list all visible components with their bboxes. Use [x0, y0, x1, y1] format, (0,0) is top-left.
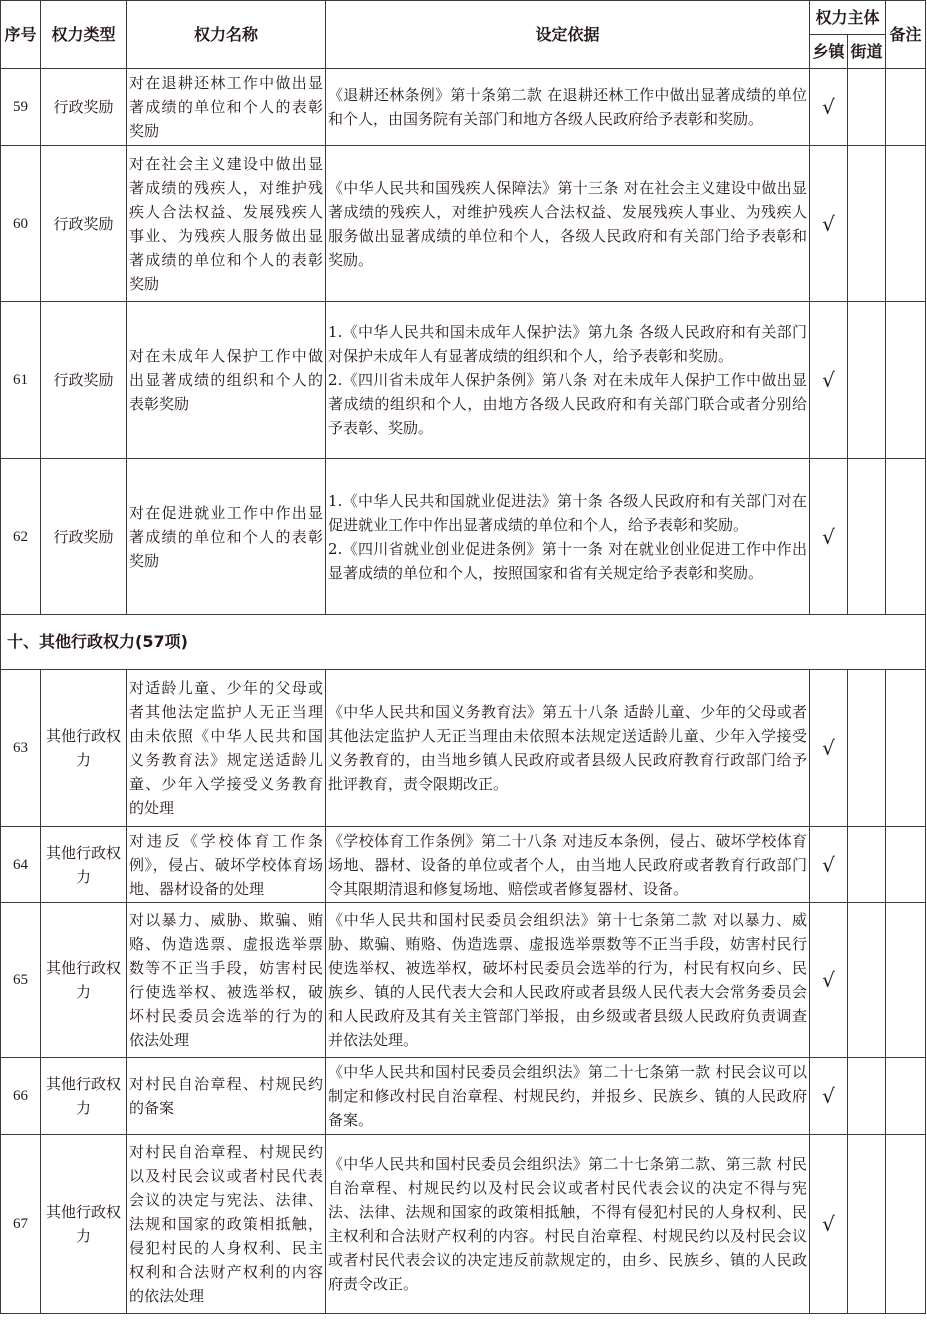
- header-street: 街道: [848, 35, 886, 69]
- remark-cell: [886, 827, 926, 903]
- row-type: 其他行政权力: [41, 827, 127, 903]
- remark-cell: [886, 1135, 926, 1314]
- row-name: 对在社会主义建设中做出显著成绩的残疾人，对维护残疾人合法权益、发展残疾人事业、为残疾人服务做出显著成绩的单位和个人的表彰奖励: [127, 146, 326, 302]
- row-basis: 《中华人民共和国村民委员会组织法》第十七条第二款 对以暴力、威胁、欺骗、贿赂、伪造选票、虚报选举票数等不正当手段，妨害村民行使选举权、被选举权，破坏村民委员会选举的行为，村民有权向乡、民族乡、镇的人民代表大会和人民政府或者县级人民代表大会常务委员会和人民政府及其有关主管部门举报，由乡级或者县级人民政府负责调查并依法处理。: [326, 903, 810, 1058]
- row-no: 61: [1, 302, 41, 459]
- row-no: 67: [1, 1135, 41, 1314]
- header-name: 权力名称: [127, 1, 326, 69]
- section-row: [1, 615, 926, 670]
- header-township: 乡镇: [810, 35, 848, 69]
- row-basis: 《学校体育工作条例》第二十八条 对违反本条例，侵占、破坏学校体育场地、器材、设备的单位或者个人，由当地人民政府或者教育行政部门令其限期清退和修复场地、赔偿或者修复器材、设备。: [326, 827, 810, 903]
- row-basis: [326, 302, 810, 459]
- table-row: [1, 146, 926, 302]
- row-no: 65: [1, 903, 41, 1058]
- township-check-mark: √: [810, 903, 848, 1058]
- street-cell: [848, 459, 886, 615]
- row-name: 对村民自治章程、村规民约的备案: [127, 1058, 326, 1135]
- row-basis: 《退耕还林条例》第十条第二款 在退耕还林工作中做出显著成绩的单位和个人，由国务院有关部门和地方各级人民政府给予表彰和奖励。: [326, 69, 810, 146]
- basis-item-1: 1.《中华人民共和国未成年人保护法》第九条 各级人民政府和有关部门对保护未成年人有显著成绩的组织和个人，给予表彰和奖励。: [328, 323, 807, 365]
- basis-item-2: 2.《四川省未成年人保护条例》第八条 对在未成年人保护工作中做出显著成绩的组织和个人，由地方各级人民政府和有关部门联合或者分别给予表彰、奖励。: [328, 371, 807, 437]
- remark-cell: [886, 146, 926, 302]
- table-row: [1, 1058, 926, 1135]
- table-row: [1, 459, 926, 615]
- township-check-mark: √: [810, 827, 848, 903]
- street-cell: [848, 302, 886, 459]
- row-basis: 《中华人民共和国义务教育法》第五十八条 适龄儿童、少年的父母或者其他法定监护人无正当理由未依照本法规定送适龄儿童、少年入学接受义务教育的，由当地乡镇人民政府或者县级人民政府教育行政部门给予批评教育，责令限期改正。: [326, 670, 810, 827]
- row-no: 64: [1, 827, 41, 903]
- street-cell: [848, 670, 886, 827]
- township-check-mark: √: [810, 670, 848, 827]
- remark-cell: [886, 670, 926, 827]
- table-row: [1, 1135, 926, 1314]
- row-basis: [326, 459, 810, 615]
- header-row-top: [1, 1, 926, 35]
- street-cell: [848, 1058, 886, 1135]
- header-no: 序号: [1, 1, 41, 69]
- township-check-mark: √: [810, 69, 848, 146]
- row-no: 60: [1, 146, 41, 302]
- row-name: 对违反《学校体育工作条例》，侵占、破坏学校体育场地、器材设备的处理: [127, 827, 326, 903]
- street-cell: [848, 903, 886, 1058]
- row-type: 其他行政权力: [41, 1135, 127, 1314]
- row-no: 66: [1, 1058, 41, 1135]
- street-cell: [848, 69, 886, 146]
- table-row: [1, 302, 926, 459]
- row-name: 对在退耕还林工作中做出显著成绩的单位和个人的表彰奖励: [127, 69, 326, 146]
- row-type: 其他行政权力: [41, 670, 127, 827]
- street-cell: [848, 1135, 886, 1314]
- township-check-mark: √: [810, 302, 848, 459]
- header-type: 权力类型: [41, 1, 127, 69]
- township-check-mark: √: [810, 146, 848, 302]
- township-check-mark: √: [810, 1058, 848, 1135]
- row-type: 行政奖励: [41, 302, 127, 459]
- section-title: 十、其他行政权力(57项): [1, 615, 926, 670]
- row-basis: 《中华人民共和国村民委员会组织法》第二十七条第一款 村民会议可以制定和修改村民自治章程、村规民约，并报乡、民族乡、镇的人民政府备案。: [326, 1058, 810, 1135]
- remark-cell: [886, 903, 926, 1058]
- row-type: 行政奖励: [41, 146, 127, 302]
- row-no: 59: [1, 69, 41, 146]
- table-row: [1, 670, 926, 827]
- remark-cell: [886, 302, 926, 459]
- row-no: 63: [1, 670, 41, 827]
- row-name: 对村民自治章程、村规民约以及村民会议或者村民代表会议的决定与宪法、法律、法规和国家的政策相抵触，侵犯村民的人身权利、民主权利和合法财产权利的内容的依法处理: [127, 1135, 326, 1314]
- township-check-mark: √: [810, 1135, 848, 1314]
- header-basis: 设定依据: [326, 1, 810, 69]
- township-check-mark: √: [810, 459, 848, 615]
- street-cell: [848, 146, 886, 302]
- row-name: 对在促进就业工作中作出显著成绩的单位和个人的表彰奖励: [127, 459, 326, 615]
- street-cell: [848, 827, 886, 903]
- header-remark: 备注: [886, 1, 926, 69]
- table-row: [1, 827, 926, 903]
- remark-cell: [886, 1058, 926, 1135]
- row-type: 其他行政权力: [41, 1058, 127, 1135]
- header-subject: 权力主体: [810, 1, 886, 35]
- basis-item-1: 1.《中华人民共和国就业促进法》第十条 各级人民政府和有关部门对在促进就业工作中作出显著成绩的单位和个人，给予表彰和奖励。: [328, 491, 807, 534]
- row-name: 对以暴力、威胁、欺骗、贿赂、伪造选票、虚报选举票数等不正当手段，妨害村民行使选举权、被选举权，破坏村民委员会选举的行为的依法处理: [127, 903, 326, 1058]
- remark-cell: [886, 459, 926, 615]
- basis-item-2: 2.《四川省就业创业促进条例》第十一条 对在就业创业促进工作中作出显著成绩的单位和个人，按照国家和省有关规定给予表彰和奖励。: [328, 539, 807, 582]
- row-no: 62: [1, 459, 41, 615]
- row-name: 对适龄儿童、少年的父母或者其他法定监护人无正当理由未依照《中华人民共和国义务教育法》规定送适龄儿童、少年入学接受义务教育的处理: [127, 670, 326, 827]
- row-basis: 《中华人民共和国村民委员会组织法》第二十七条第二款、第三款 村民自治章程、村规民约以及村民会议或者村民代表会议的决定不得与宪法、法律、法规和国家的政策相抵触，不得有侵犯村民的人身权利、民主权利和合法财产权利的内容。村民自治章程、村规民约以及村民会议或者村民代表会议的决定违反前款规定的，由乡、民族乡、镇的人民政府责令改正。: [326, 1135, 810, 1314]
- row-type: 行政奖励: [41, 69, 127, 146]
- row-basis: 《中华人民共和国残疾人保障法》第十三条 对在社会主义建设中做出显著成绩的残疾人，对维护残疾人合法权益、发展残疾人事业、为残疾人服务做出显著成绩的单位和个人，各级人民政府和有关部门给予表彰和奖励。: [326, 146, 810, 302]
- table-row: [1, 69, 926, 146]
- remark-cell: [886, 69, 926, 146]
- row-type: 其他行政权力: [41, 903, 127, 1058]
- row-name: 对在未成年人保护工作中做出显著成绩的组织和个人的表彰奖励: [127, 302, 326, 459]
- table-row: [1, 903, 926, 1058]
- row-type: 行政奖励: [41, 459, 127, 615]
